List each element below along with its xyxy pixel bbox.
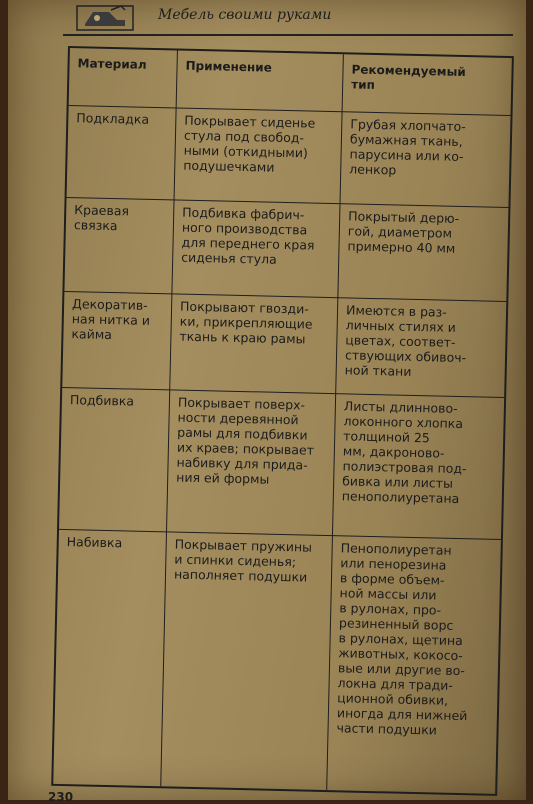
furniture-logo-icon: [75, 2, 135, 32]
type-cell: Пенополиуретан или пенорезина в форме объем- ной массы или в рулонах, про- резиненный ворс в рулонах, щетина животных, кокосо- вые или другие во- локна для тради- ционной обивки, иногда для нижней части подушки: [336, 540, 468, 738]
type-cell: Имеются в раз- личных стилях и цветах, соответ- ствующих обивоч- ной ткани: [344, 302, 467, 379]
column-header-usage: Применение: [177, 50, 344, 112]
usage-cell: Покрывает поверх- ности деревянной рамы для подбивки их краев; покрывает набивку для прида- ния ей формы: [167, 390, 336, 536]
book-page: [8, 0, 526, 804]
table-row: [59, 388, 504, 540]
table-row: [53, 530, 501, 794]
usage-cell: Покрывают гвозди- ки, прикрепляющие ткань к краю рамы: [170, 294, 338, 394]
table-header-row: [69, 48, 512, 116]
material-cell: Декоратив- ная нитка и кайма: [62, 292, 172, 390]
type-cell: Покрытый дерю- гой, диаметром примерно 40 мм: [347, 208, 460, 256]
table-row: [64, 198, 508, 302]
material-cell: Набивка: [53, 530, 167, 786]
usage-cell: Подбивка фабрич- ного производства для переднего края сиденья стула: [172, 200, 340, 298]
column-header-material: Материал: [69, 48, 178, 108]
type-cell: Грубая хлопчато- бумажная ткань, парусина или ко- ленкор: [349, 116, 466, 178]
page-number: 230: [48, 790, 74, 804]
page-header: [63, 0, 513, 36]
table-row: [67, 106, 511, 208]
type-cell: Листы длинново- локонного хлопка толщиной 25 мм, дакроново- полиэстровая под- бивка или листы пенополиуретана: [341, 398, 467, 506]
table-row: [62, 292, 506, 398]
usage-cell: Покрывает пружины и спинки сиденья; наполняет подушки: [161, 532, 333, 790]
material-cell: Подкладка: [67, 106, 177, 200]
materials-table: [51, 46, 514, 796]
material-cell: Краевая связка: [64, 198, 174, 294]
material-cell: Подбивка: [59, 388, 170, 532]
running-header-title: Мебель своими руками: [158, 7, 332, 23]
usage-cell: Покрывает сиденье стула под свобод- ными (откидными) подушечками: [175, 108, 343, 204]
column-header-type: Рекомендуемый тип: [351, 62, 466, 92]
